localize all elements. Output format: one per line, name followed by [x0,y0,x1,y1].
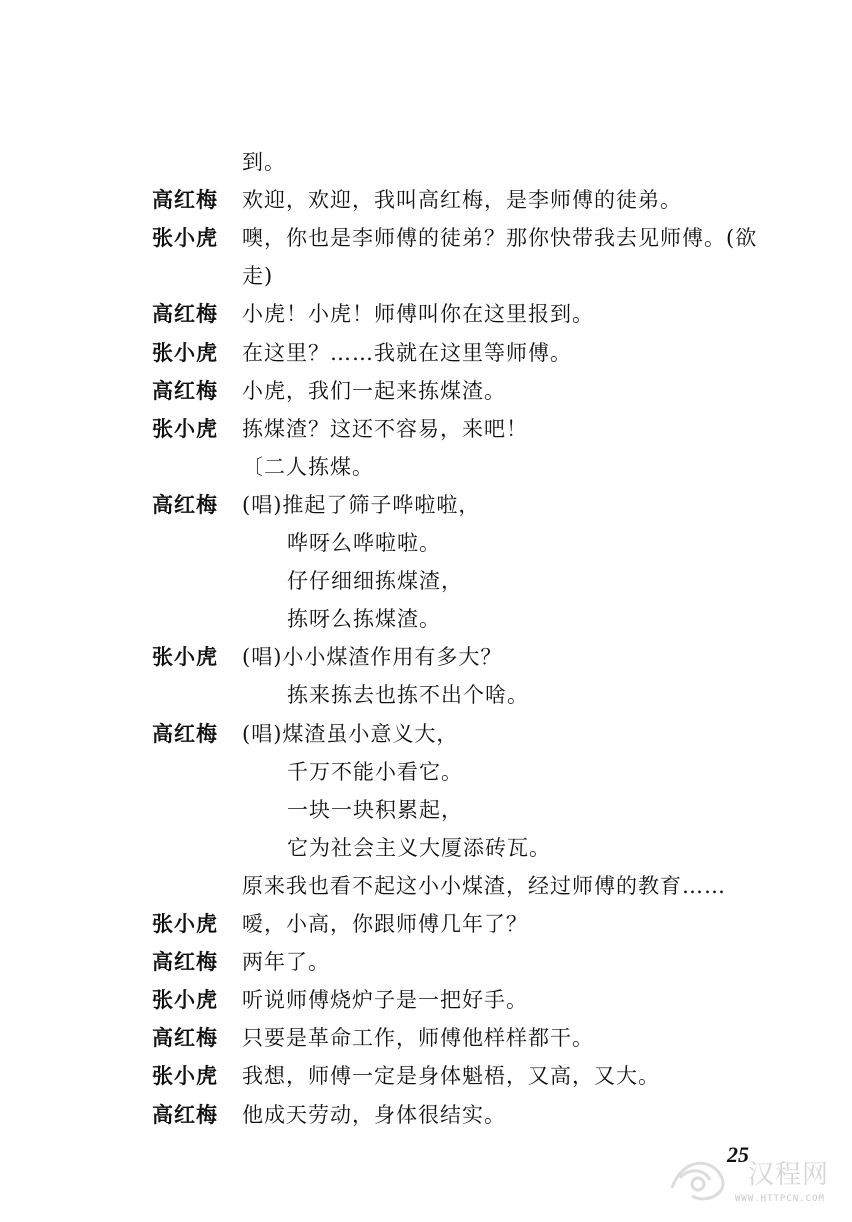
dialogue-text: (唱)小小煤渣作用有多大？ [242,645,503,670]
watermark-text: 汉程网 [748,1160,830,1190]
dialogue-text: 小虎！小虎！师傅叫你在这里报到。 [242,302,594,327]
speaker-name: 高红梅 [152,1025,218,1051]
dialogue-text: 拣煤渣？这还不容易，来吧！ [242,416,528,441]
dialogue-text: 仔仔细细拣煤渣， [287,569,463,594]
dialogue-text: 千万不能小看它。 [287,759,463,784]
dialogue-text: 小虎，我们一起来拣煤渣。 [242,378,506,403]
dialogue-text: 在这里？……我就在这里等师傅。 [242,340,572,365]
speaker-name: 张小虎 [152,1063,218,1089]
dialogue-text: 我想，师傅一定是身体魁梧，又高，又大。 [242,1064,660,1089]
dialogue-text: 拣呀么拣煤渣。 [287,607,441,632]
dialogue-text: (唱)推起了筛子哗啦啦， [242,492,481,517]
dialogue-text: (唱)煤渣虽小意义大， [242,721,459,746]
dialogue-text: 拣来拣去也拣不出个啥。 [287,683,529,708]
speaker-name: 高红梅 [152,187,218,213]
dialogue-text: 嗳，小高，你跟师傅几年了？ [242,912,528,936]
speaker-name: 高红梅 [152,949,218,975]
speaker-name: 张小虎 [152,911,218,936]
speaker-name: 张小虎 [152,225,218,251]
dialogue-text: 只要是革命工作，师傅他样样都干。 [242,1026,594,1051]
dialogue-text: 噢，你也是李师傅的徒弟？那你快带我去见师傅。(欲 [242,226,758,251]
dialogue-text: 〔二人拣煤。 [242,454,374,479]
dialogue-text: 原来我也看不起这小小煤渣，经过师傅的教育…… [242,873,726,898]
speaker-name: 张小虎 [152,987,218,1013]
dialogue-text: 它为社会主义大厦添砖瓦。 [287,835,551,860]
speaker-name: 高红梅 [152,720,218,746]
speaker-name: 张小虎 [152,339,218,365]
dialogue-text: 哗呀么哗啦啦。 [287,531,441,555]
speaker-name: 高红梅 [152,491,218,517]
dialogue-text: 走) [242,264,274,289]
dialogue-text: 一块一块积累起， [287,797,463,822]
dialogue-text: 两年了。 [242,950,330,975]
dialogue-text: 他成天劳动，身体很结实。 [242,1102,506,1127]
dialogue-text: 听说师傅烧炉子是一把好手。 [242,988,528,1013]
speaker-name: 高红梅 [152,1101,218,1127]
dialogue-text: 到。 [242,150,286,174]
dialogue-text: 欢迎，欢迎，我叫高红梅，是李师傅的徒弟。 [242,188,682,213]
watermark-url: WWW.HTTPCN.COM [735,1194,825,1204]
speaker-name: 张小虎 [152,415,218,441]
speaker-name: 高红梅 [152,377,218,403]
speaker-name: 张小虎 [152,644,218,670]
page-number: 25 [727,1142,749,1167]
speaker-name: 高红梅 [152,301,218,327]
